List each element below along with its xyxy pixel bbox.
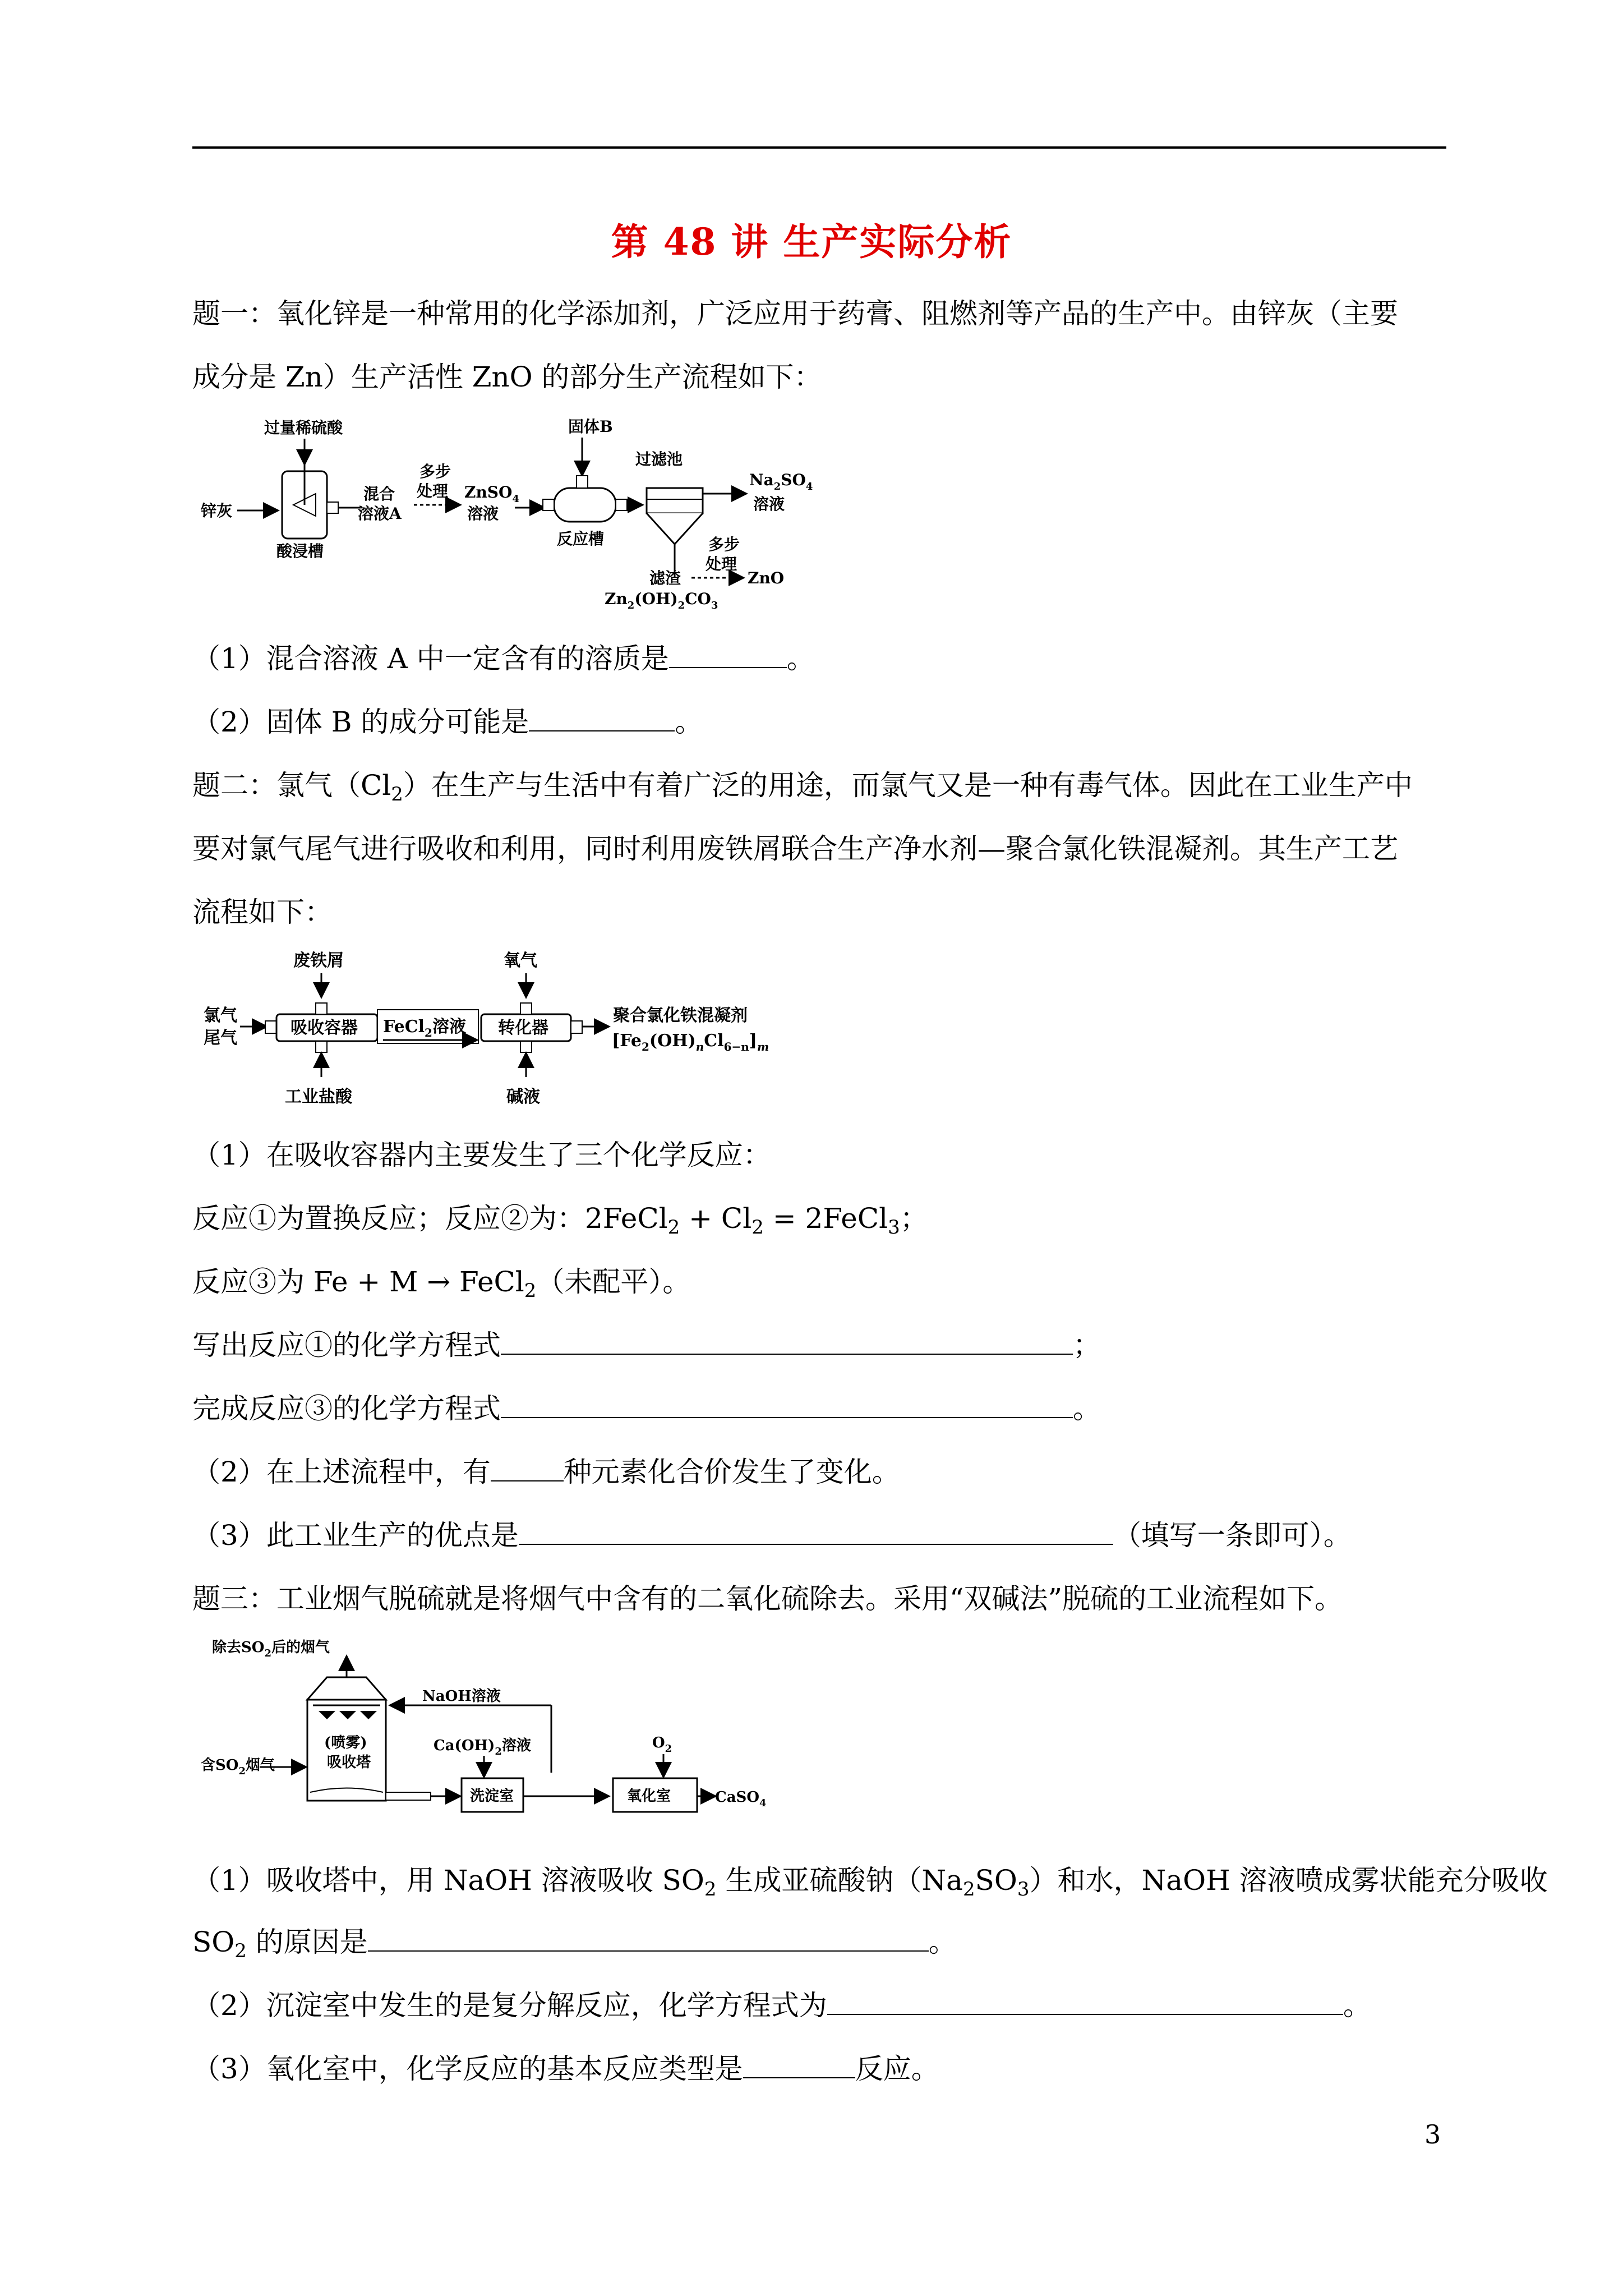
svg-text:[Fe2(OH)nCl6−n]m: $[Fe_2(OH)_nCl_{6-n}]_m$ bbox=[612, 1031, 769, 1053]
answer-blank[interactable] bbox=[743, 2053, 855, 2078]
q1-intro-line1: 题一：氧化锌是一种常用的化学添加剂，广泛应用于药膏、阻燃剂等产品的生产中。由锌灰（主要 bbox=[192, 297, 1398, 330]
answer-blank[interactable] bbox=[827, 1989, 1343, 2015]
svg-text:除去SO2后的烟气: 除去$SO_2$后的烟气 bbox=[212, 1639, 330, 1659]
absorber-label: 吸收容器 bbox=[291, 1018, 358, 1038]
zno-label: ZnO bbox=[748, 569, 785, 587]
oxygen-label: 氧气 bbox=[504, 951, 537, 970]
converter-label: 转化器 bbox=[498, 1018, 548, 1038]
q2-sub2: （2）在上述流程中，有 种元素化合价发生了变化。 bbox=[192, 1456, 900, 1488]
steps2-label-2: 处理 bbox=[706, 555, 737, 573]
page-number: 3 bbox=[1424, 2119, 1441, 2150]
product-label: 聚合氯化铁混凝剂 bbox=[613, 1006, 748, 1025]
q3-sub3: （3）氧化室中，化学反应的基本反应类型是 反应。 bbox=[192, 2053, 939, 2085]
hcl-label: 工业盐酸 bbox=[285, 1087, 352, 1107]
svg-text:Ca(OH)2溶液: $Ca(OH)_2$溶液 bbox=[434, 1737, 531, 1757]
answer-blank[interactable] bbox=[519, 1519, 1113, 1545]
solid-b-label: 固体B bbox=[568, 417, 613, 436]
svg-text:Na2SO4: $Na_2SO_4$ bbox=[749, 471, 813, 493]
desulfurization-diagram bbox=[192, 1630, 798, 1832]
answer-blank[interactable] bbox=[669, 642, 787, 668]
q2-write2: 完成反应③的化学方程式 。 bbox=[192, 1392, 1101, 1425]
ferric-chloride-diagram bbox=[192, 942, 854, 1111]
alkali-label: 碱液 bbox=[506, 1087, 540, 1107]
q2-intro-line2: 要对氯气尾气进行吸收和利用，同时利用废铁屑联合生产净水剂—聚合氯化铁混凝剂。其生产工艺 bbox=[192, 832, 1398, 865]
steps-label-2: 处理 bbox=[417, 482, 449, 500]
q2-intro-line1: 题二：氯气$(Cl_2)$在生产与生活中有着广泛的用途，而氯气又是一种有毒气体。因此在工业生产中 bbox=[192, 769, 1413, 806]
reactor-icon bbox=[543, 476, 627, 522]
answer-blank[interactable] bbox=[529, 706, 675, 731]
reactor-label: 反应槽 bbox=[557, 530, 605, 548]
steps-label-1: 多步 bbox=[419, 462, 451, 481]
q2-intro-line3: 流程如下： bbox=[192, 896, 333, 928]
scrap-iron-label: 废铁屑 bbox=[293, 951, 344, 970]
q2-write1: 写出反应①的化学方程式 ； bbox=[192, 1329, 1101, 1361]
svg-text:FeCl2溶液: FeCl$_2$溶液 bbox=[383, 1017, 466, 1039]
steps2-label-1: 多步 bbox=[708, 535, 740, 554]
zno-process-diagram bbox=[192, 409, 843, 611]
zinc-ash-label: 锌灰 bbox=[201, 501, 233, 520]
q1-sub2: （2）固体 B 的成分可能是 。 bbox=[192, 706, 703, 738]
answer-blank[interactable] bbox=[368, 1926, 929, 1952]
answer-blank[interactable] bbox=[501, 1392, 1073, 1418]
q3-sub1-line2: $SO_2$ 的原因是 。 bbox=[192, 1926, 957, 1962]
oxidizer-label: 氧化室 bbox=[627, 1788, 671, 1805]
q3-sub1-line1: （1）吸收塔中，用 NaOH 溶液吸收 $SO_2$ 生成亚硫酸钠$(Na_2SO_3)$和水，NaOH 溶液喷成雾状能充分吸收 bbox=[192, 1864, 1548, 1901]
tower-label: 吸收塔 bbox=[327, 1754, 371, 1771]
chlorine-label-1: 氯气 bbox=[204, 1006, 237, 1025]
acid-tank-label: 酸浸槽 bbox=[276, 542, 324, 560]
q1-sub1: （1）混合溶液 A 中一定含有的溶质是 。 bbox=[192, 642, 815, 675]
svg-text:Zn2(OH)2CO3: $Zn_2(OH)_2CO_3$ bbox=[605, 590, 718, 611]
svg-text:含SO2烟气: 含$SO_2$烟气 bbox=[201, 1757, 275, 1777]
znso4-sub: 4 bbox=[512, 493, 519, 505]
acid-tank-icon bbox=[282, 463, 338, 539]
q3-intro: 题三：工业烟气脱硫就是将烟气中含有的二氧化硫除去。采用“双碱法”脱硫的工业流程如下。 bbox=[192, 1582, 1343, 1615]
q2-sub1: （1）在吸收容器内主要发生了三个化学反应： bbox=[192, 1139, 771, 1171]
q1-intro-line2: 成分是 Zn）生产活性 ZnO 的部分生产流程如下： bbox=[192, 361, 822, 393]
chlorine-label-2: 尾气 bbox=[204, 1028, 237, 1048]
residue-label: 滤渣 bbox=[649, 569, 681, 587]
mix-label-1: 混合 bbox=[363, 485, 395, 503]
q2-sub3: （3）此工业生产的优点是 （填写一条即可）。 bbox=[192, 1519, 1352, 1552]
filter-tank-icon bbox=[647, 488, 703, 578]
acid-label: 过量稀硫酸 bbox=[264, 418, 343, 437]
q2-reaction3: 反应③为 Fe + M → FeCl$_2$（未配平）。 bbox=[192, 1266, 691, 1302]
mix-label-2: 溶液A bbox=[358, 504, 402, 523]
page-title: 第 48 讲 生产实际分析 bbox=[611, 220, 1012, 264]
header-rule bbox=[192, 146, 1446, 149]
q3-sub2: （2）沉淀室中发生的是复分解反应，化学方程式为 。 bbox=[192, 1989, 1371, 2022]
na2so4-solution: 溶液 bbox=[753, 495, 785, 513]
svg-text:O2: $O_2$ bbox=[652, 1734, 672, 1755]
znso4-solution: 溶液 bbox=[467, 504, 499, 523]
svg-text:ZnSO4 bbox=[464, 483, 519, 505]
answer-blank[interactable] bbox=[501, 1329, 1073, 1355]
znso4-formula: ZnSO bbox=[464, 483, 513, 501]
filter-label: 过滤池 bbox=[635, 450, 683, 468]
washer-label: 洗淀室 bbox=[470, 1788, 514, 1805]
naoh-label: NaOH溶液 bbox=[422, 1688, 501, 1705]
svg-text:CaSO4: CaSO$_4$ bbox=[715, 1789, 767, 1809]
spray-label: (喷雾) bbox=[324, 1734, 367, 1751]
answer-blank[interactable] bbox=[491, 1456, 564, 1481]
q2-reaction2: 反应①为置换反应；反应②为：2FeCl$_2$ + $Cl_2$ = 2FeCl$_3$； bbox=[192, 1202, 928, 1239]
